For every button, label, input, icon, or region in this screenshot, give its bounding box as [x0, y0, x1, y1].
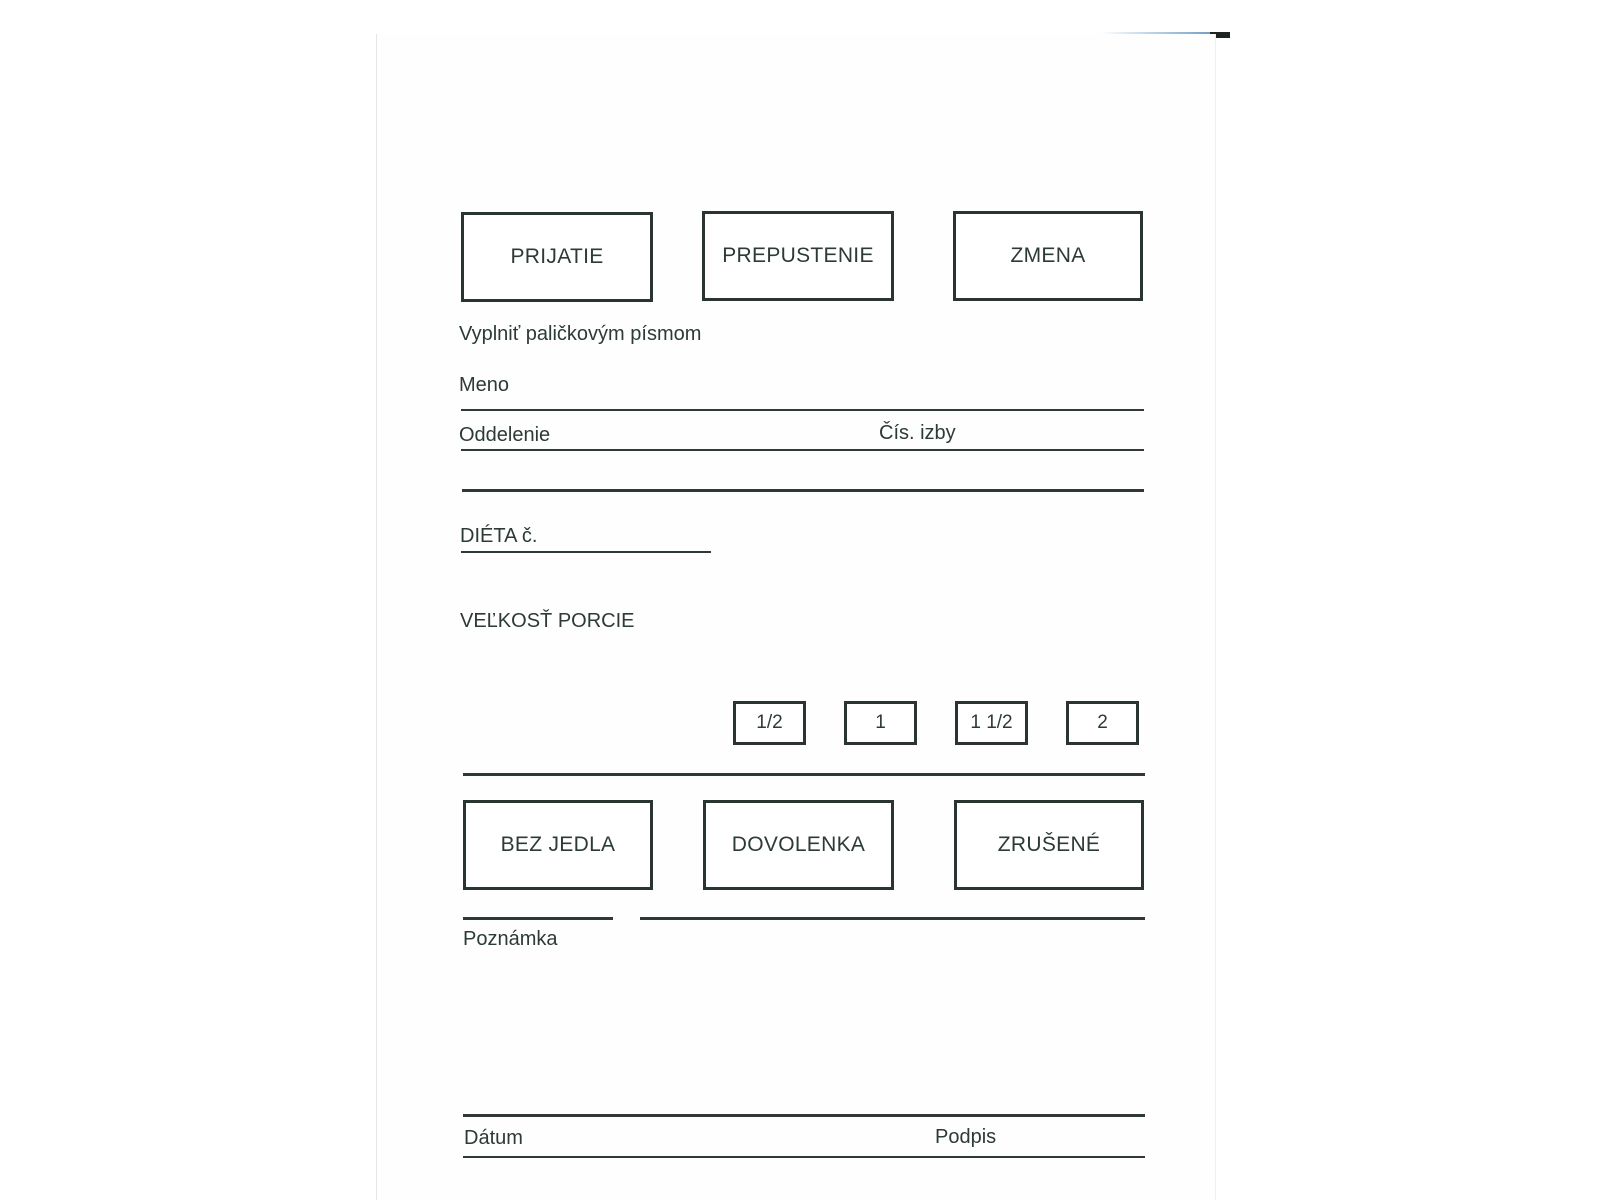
portion-half-box[interactable]: 1/2 — [733, 701, 806, 745]
portion-section-line — [463, 773, 1145, 776]
date-label: Dátum — [464, 1127, 523, 1149]
date-signature-top-line — [463, 1114, 1145, 1117]
change-box[interactable]: ZMENA — [953, 211, 1143, 301]
department-room-line[interactable] — [461, 449, 1144, 451]
cancelled-box[interactable]: ZRUŠENÉ — [954, 800, 1144, 890]
note-line-right — [640, 917, 1145, 920]
note-label: Poznámka — [463, 928, 558, 950]
instruction-text: Vyplniť paličkovým písmom — [459, 323, 702, 345]
portion-two-box[interactable]: 2 — [1066, 701, 1139, 745]
diet-number-label: DIÉTA č. — [460, 525, 538, 547]
portion-one-and-half-box[interactable]: 1 1/2 — [955, 701, 1028, 745]
no-meal-box[interactable]: BEZ JEDLA — [463, 800, 653, 890]
admission-box[interactable]: PRIJATIE — [461, 212, 653, 302]
room-number-label: Čís. izby — [879, 422, 956, 444]
department-label: Oddelenie — [459, 424, 551, 446]
signature-label: Podpis — [935, 1126, 997, 1148]
name-label: Meno — [459, 374, 510, 396]
name-line[interactable] — [461, 409, 1144, 411]
leave-box[interactable]: DOVOLENKA — [703, 800, 894, 890]
portion-one-box[interactable]: 1 — [844, 701, 917, 745]
extra-line[interactable] — [462, 489, 1144, 492]
portion-size-label: VEĽKOSŤ PORCIE — [460, 610, 635, 632]
diet-number-line[interactable] — [461, 551, 711, 553]
note-line-left — [463, 917, 613, 920]
date-signature-line[interactable] — [463, 1156, 1145, 1158]
discharge-box[interactable]: PREPUSTENIE — [702, 211, 894, 301]
